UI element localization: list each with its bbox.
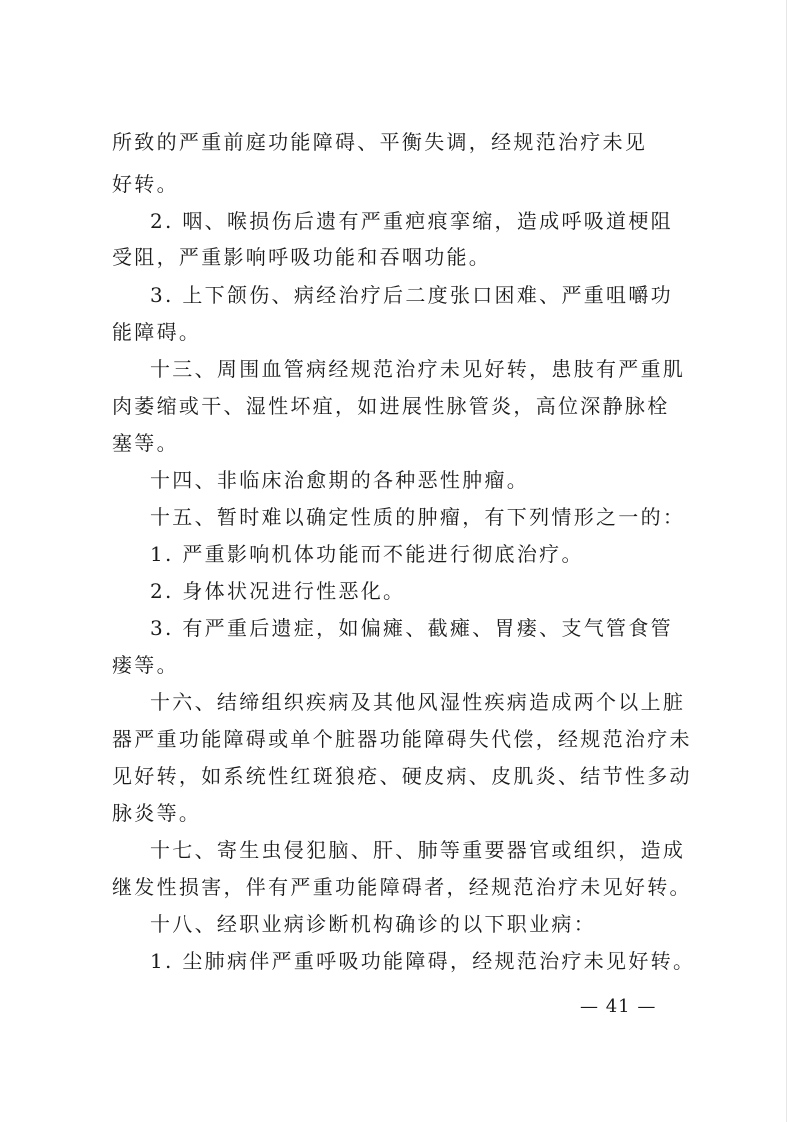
text-line: 瘘等。	[112, 653, 179, 677]
text-line: 好转。	[112, 172, 179, 196]
text-line: 十五、暂时难以确定性质的肿瘤，有下列情形之一的：	[150, 505, 686, 529]
text-line: 十八、经职业病诊断机构确诊的以下职业病：	[150, 912, 596, 936]
text-line: 十七、寄生虫侵犯脑、肝、肺等重要器官或组织，造成	[150, 838, 686, 862]
text-line: 2. 咽、喉损伤后遗有严重疤痕挛缩，造成呼吸道梗阻	[150, 209, 673, 233]
text-line: 十三、周围血管病经规范治疗未见好转，患肢有严重肌	[150, 357, 686, 381]
text-line: 脉炎等。	[112, 801, 202, 825]
text-line: 1. 严重影响机体功能而不能进行彻底治疗。	[150, 542, 584, 566]
text-line: 见好转，如系统性红斑狼疮、硬皮病、皮肌炎、结节性多动	[112, 764, 692, 788]
text-line: 塞等。	[112, 431, 179, 455]
text-line: 十四、非临床治愈期的各种恶性肿瘤。	[150, 468, 530, 492]
text-line: 3. 上下颌伤、病经治疗后二度张口困难、严重咀嚼功	[150, 283, 673, 307]
page-number: — 41 —	[580, 996, 657, 1017]
text-line: 2. 身体状况进行性恶化。	[150, 579, 406, 603]
text-line: 所致的严重前庭功能障碍、平衡失调，经规范治疗未见	[112, 130, 648, 154]
text-line: 受阻，严重影响呼吸功能和吞咽功能。	[112, 245, 492, 269]
scan-edge-line	[786, 0, 787, 1122]
text-line: 肉萎缩或干、湿性坏疽，如进展性脉管炎，高位深静脉栓	[112, 394, 670, 418]
text-line: 继发性损害，伴有严重功能障碍者，经规范治疗未见好转。	[112, 875, 692, 899]
text-line: 能障碍。	[112, 320, 202, 344]
text-line: 器严重功能障碍或单个脏器功能障碍失代偿，经规范治疗未	[112, 727, 692, 751]
text-line: 3. 有严重后遗症，如偏瘫、截瘫、胃瘘、支气管食管	[150, 616, 673, 640]
text-line: 1. 尘肺病伴严重呼吸功能障碍，经规范治疗未见好转。	[150, 949, 696, 973]
text-line: 十六、结缔组织疾病及其他风湿性疾病造成两个以上脏	[150, 690, 686, 714]
